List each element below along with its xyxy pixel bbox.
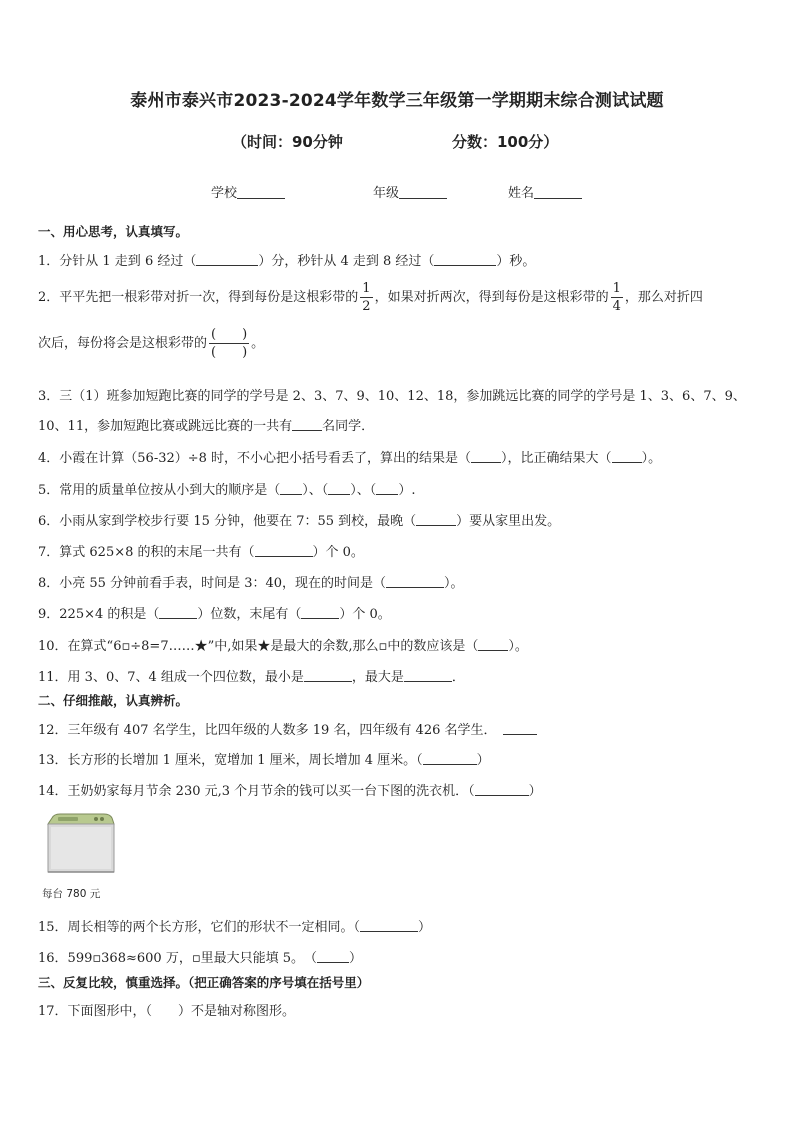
question-5: 5．常用的质量单位按从小到大的顺序是（ ）、（ ）、（ ）.	[38, 483, 416, 498]
grade-label: 年级	[373, 186, 400, 201]
grade-blank[interactable]	[399, 184, 447, 199]
question-13: 13．长方形的长增加 1 厘米，宽增加 1 厘米，周长增加 4 厘米。（ ）	[38, 753, 490, 768]
fraction-half: $\frac{1}{2}$	[362, 281, 371, 314]
question-11: 11．用 3、0、7、4 组成一个四位数，最小是 ，最大是 ．	[38, 670, 465, 685]
question-16: 16．599▫368≈600 万，▫里最大只能填 5。 （ ）	[38, 951, 363, 966]
grade-field[interactable]	[373, 182, 447, 201]
answer-blank[interactable]	[478, 637, 508, 651]
answer-blank[interactable]	[475, 782, 529, 796]
answer-blank[interactable]	[304, 668, 352, 682]
fraction-quarter: $\frac{1}{4}$	[612, 281, 621, 314]
answer-blank[interactable]	[416, 512, 456, 526]
section-3-heading: 三、反复比较，慎重选择。（把正确答案的序号填在括号里）	[38, 975, 370, 990]
page-title: 泰州市泰兴市2023-2024学年数学三年级第一学期期末综合测试试题	[130, 91, 664, 111]
answer-blank[interactable]	[376, 481, 398, 495]
answer-blank[interactable]	[434, 252, 496, 266]
school-label: 学校	[211, 186, 238, 201]
answer-blank[interactable]	[471, 449, 501, 463]
question-3-cont: 10、11，参加短跑比赛或跳远比赛的一共有 名同学．	[38, 419, 375, 434]
question-7: 7．算式 625×8 的积的末尾一共有（ ）个 0。	[38, 545, 364, 560]
answer-blank[interactable]	[280, 481, 302, 495]
answer-blank[interactable]	[404, 668, 452, 682]
answer-blank[interactable]	[196, 252, 258, 266]
answer-blank[interactable]	[612, 449, 642, 463]
question-15: 15．周长相等的两个长方形，它们的形状不一定相同。（ ）	[38, 920, 432, 935]
question-2: 2．平平先把一根彩带对折一次，得到每份是这根彩带的 $\frac{1}{2}$ ，如果对折两次，得到每份是这根彩带的 $\frac{1}{4}$ ，那么对折四	[38, 281, 703, 314]
answer-blank[interactable]	[317, 949, 349, 963]
answer-blank[interactable]	[159, 605, 197, 619]
answer-blank[interactable]	[503, 721, 537, 735]
answer-blank[interactable]	[328, 481, 350, 495]
section-2-heading: 二、仔细推敲，认真辨析。	[38, 693, 189, 708]
question-3: 3．三（1）班参加短跑比赛的同学的学号是 2、3、7、9、10、12、18，参加跳远比赛的同学的学号是 1、3、6、7、9、	[38, 389, 746, 404]
answer-blank[interactable]	[292, 417, 322, 431]
exam-score: 分数：100分）	[452, 133, 559, 151]
washer-price-caption: 每台 780 元	[42, 888, 101, 900]
answer-blank[interactable]	[255, 543, 313, 557]
answer-blank[interactable]	[423, 751, 477, 765]
question-10: 10．在算式“6▫÷8=7……★”中,如果★是最大的余数,那么▫中的数应该是（ ）。	[38, 639, 528, 654]
exam-time: （时间：90分钟	[232, 133, 343, 151]
question-4: 4．小霞在计算（56-32）÷8 时，不小心把小括号看丢了，算出的结果是（ ），比正确结果大（ ）。	[38, 451, 662, 466]
answer-blank[interactable]	[386, 574, 444, 588]
section-1-heading: 一、用心思考，认真填写。	[38, 224, 189, 239]
name-field[interactable]	[508, 182, 582, 201]
school-field[interactable]	[211, 182, 285, 201]
question-2-cont: 次后，每份将会是这根彩带的 $\frac{( )}{( )}$ 。	[38, 327, 265, 360]
school-blank[interactable]	[237, 184, 285, 199]
question-14: 14．王奶奶家每月节余 230 元,3 个月节余的钱可以买一台下图的洗衣机．（ ）	[38, 784, 542, 799]
answer-blank[interactable]	[301, 605, 339, 619]
washing-machine-image	[44, 810, 116, 876]
fraction-answer[interactable]: $\frac{( )}{( )}$	[211, 327, 248, 360]
name-blank[interactable]	[534, 184, 582, 199]
question-17: 17．下面图形中，（ ）不是轴对称图形。	[38, 1004, 296, 1019]
question-9: 9．225×4 的积是（ ）位数，末尾有（ ）个 0。	[38, 607, 391, 622]
question-12: 12．三年级有 407 名学生，比四年级的人数多 19 名，四年级有 426 名学生．	[38, 719, 537, 738]
answer-blank[interactable]	[360, 918, 418, 932]
name-label: 姓名	[508, 186, 535, 201]
question-1: 1．分针从 1 走到 6 经过（ ）分，秒针从 4 走到 8 经过（ ）秒。	[38, 254, 536, 269]
question-6: 6．小雨从家到学校步行要 15 分钟，他要在 7：55 到校，最晚（ ）要从家里出发。	[38, 514, 561, 529]
question-8: 8．小亮 55 分钟前看手表，时间是 3：40，现在的时间是（ ）。	[38, 576, 464, 591]
